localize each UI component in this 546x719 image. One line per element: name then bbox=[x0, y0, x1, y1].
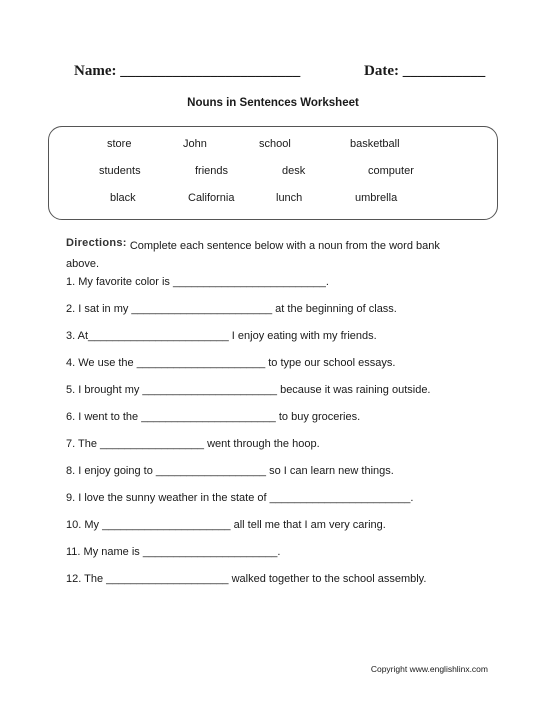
word-bank-word: John bbox=[183, 138, 207, 150]
word-bank-word: lunch bbox=[276, 192, 303, 204]
sentence-10: 10. My _____________________ all tell me that I am very caring. bbox=[66, 519, 386, 531]
word-bank-word: California bbox=[188, 192, 235, 204]
sentence-5: 5. I brought my ______________________ because it was raining outside. bbox=[66, 384, 431, 396]
copyright-footer: Copyright www.englishlinx.com bbox=[370, 664, 488, 674]
word-bank-word: black bbox=[110, 192, 136, 204]
sentence-8: 8. I enjoy going to __________________ so I can learn new things. bbox=[66, 465, 394, 477]
directions-label: Directions: bbox=[66, 237, 127, 249]
word-bank-word: desk bbox=[282, 165, 306, 177]
directions-text-line2: above. bbox=[66, 258, 100, 270]
word-bank-word: computer bbox=[368, 165, 414, 177]
sentence-11: 11. My name is ______________________. bbox=[66, 546, 281, 558]
header-row bbox=[74, 63, 486, 85]
date-field: Date: ___________ bbox=[364, 63, 486, 79]
directions bbox=[66, 234, 486, 273]
sentence-3: 3. At_______________________ I enjoy eating with my friends. bbox=[66, 330, 377, 342]
word-bank-word: umbrella bbox=[355, 192, 398, 204]
sentence-12: 12. The ____________________ walked together to the school assembly. bbox=[66, 573, 427, 585]
worksheet-title: Nouns in Sentences Worksheet bbox=[187, 97, 359, 109]
word-bank-word: store bbox=[107, 138, 132, 150]
sentence-6: 6. I went to the ______________________ to buy groceries. bbox=[66, 411, 361, 423]
sentence-1: 1. My favorite color is _________________________. bbox=[66, 276, 329, 288]
word-bank-word: friends bbox=[195, 165, 229, 177]
word-bank-word: school bbox=[259, 138, 291, 150]
sentence-7: 7. The _________________ went through the hoop. bbox=[66, 438, 320, 450]
name-field: Name: ________________________ bbox=[74, 63, 301, 79]
sentence-4: 4. We use the _____________________ to type our school essays. bbox=[66, 357, 396, 369]
word-bank-box bbox=[48, 126, 498, 220]
sentence-2: 2. I sat in my _______________________ at the beginning of class. bbox=[66, 303, 397, 315]
word-bank-word: basketball bbox=[350, 138, 400, 150]
sentence-9: 9. I love the sunny weather in the state of _______________________. bbox=[66, 492, 414, 504]
directions-text-line1: Complete each sentence below with a noun from the word bank bbox=[129, 240, 440, 252]
word-bank-word: students bbox=[99, 165, 141, 177]
